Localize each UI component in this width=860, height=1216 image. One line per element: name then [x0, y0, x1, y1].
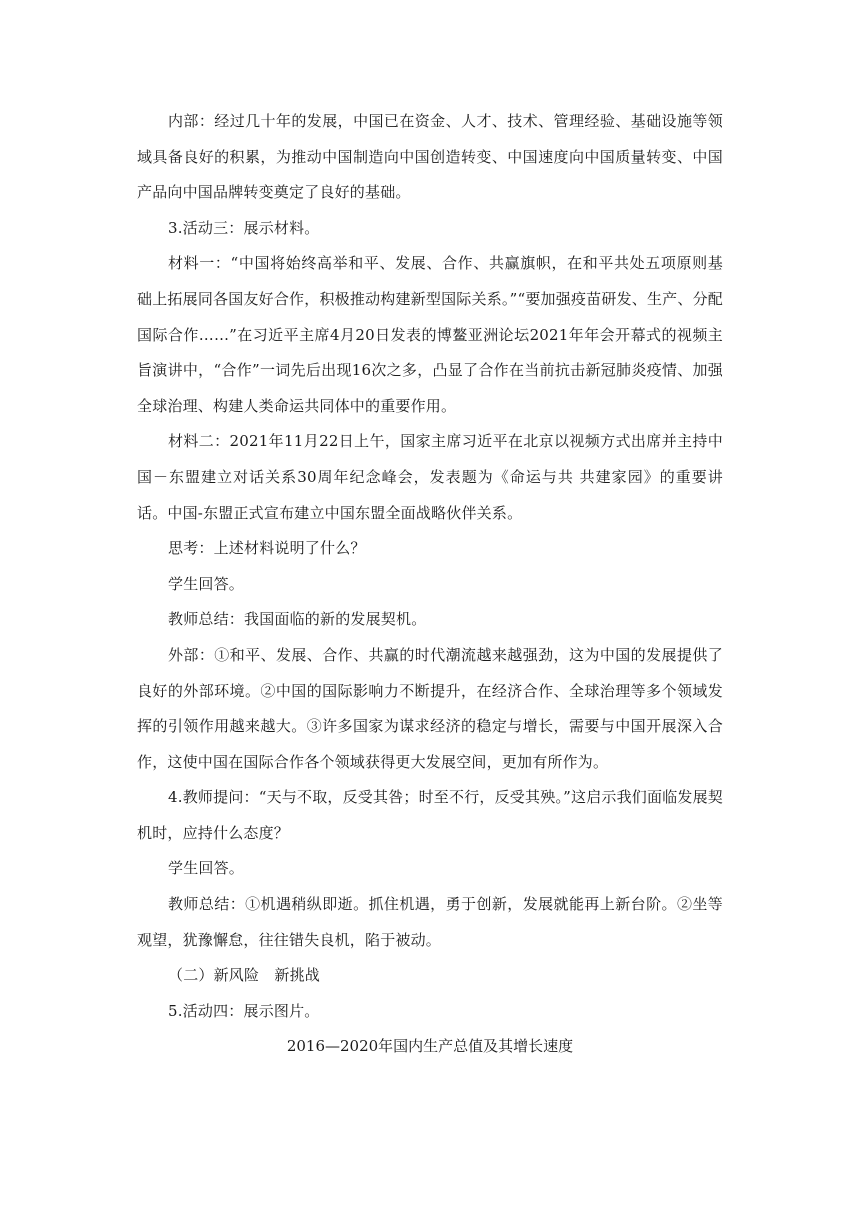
paragraph-external-factors: 外部：①和平、发展、合作、共赢的时代潮流越来越强劲，这为中国的发展提供了良好的外部环境。②中国的国际影响力不断提升，在经济合作、全球治理等多个领域发挥的引领作用越来越大。③许多国家为谋求经济的稳定与增长，需要与中国开展深入合作，这使中国在国际合作各个领域获得更大发展空间，更加有所作为。 [137, 645, 723, 771]
paragraph-material-one: 材料一：“中国将始终高举和平、发展、合作、共赢旗帜，在和平共处五项原则基础上拓展同各国友好合作，积极推动构建新型国际关系。”“要加强疫苗研发、生产、分配国际合作……”在习近平主席4月20日发表的博鳌亚洲论坛2021年年会开幕式的视频主旨演讲中，“合作”一词先后出现16次之多，凸显了合作在当前抗击新冠肺炎疫情、加强全球治理、构建人类命运共同体中的重要作用。 [137, 254, 723, 415]
document-body [137, 104, 723, 1065]
section-heading: （二）新风险 新挑战 [168, 966, 321, 985]
paragraph-activity-four: 5.活动四：展示图片。 [168, 1001, 320, 1020]
paragraph-internal-factors: 内部：经过几十年的发展，中国已在资金、人才、技术、管理经验、基础设施等领域具备良好的积累，为推动中国制造向中国创造转变、中国速度向中国质量转变、中国产品向中国品牌转变奠定了良好的基础。 [137, 112, 723, 202]
figure-caption: 2016—2020年国内生产总值及其增长速度 [286, 1037, 574, 1056]
paragraph-student-answer-2: 学生回答。 [168, 859, 245, 878]
paragraph-student-answer: 学生回答。 [168, 574, 245, 593]
paragraph-material-two: 材料二：2021年11月22日上午，国家主席习近平在北京以视频方式出席并主持中国－东盟建立对话关系30周年纪念峰会，发表题为《命运与共 共建家园》的重要讲话。中国-东盟正式宣布建立中国东盟全面战略伙伴关系。 [137, 432, 723, 522]
paragraph-teacher-summary-2: 教师总结：①机遇稍纵即逝。抓住机遇，勇于创新，发展就能再上新台阶。②坐等观望，犹豫懈怠，往往错失良机，陷于被动。 [137, 895, 723, 949]
paragraph-activity-three: 3.活动三：展示材料。 [168, 218, 320, 237]
paragraph-question: 思考：上述材料说明了什么？ [168, 539, 366, 558]
paragraph-teacher-summary: 教师总结：我国面临的新的发展契机。 [168, 610, 427, 629]
paragraph-teacher-question: 4.教师提问：“天与不取，反受其咎；时至不行，反受其殃。”这启示我们面临发展契机时，应持什么态度？ [137, 788, 723, 842]
